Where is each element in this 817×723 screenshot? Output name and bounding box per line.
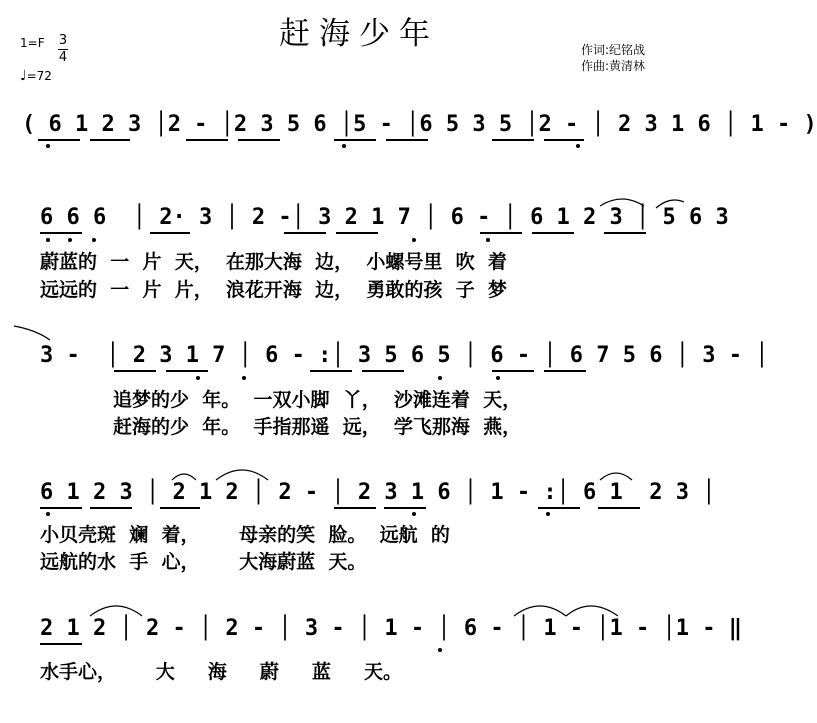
notes-row-4: 6 1 2 3 │ 2 1 2 │ 2 - │ 2 3 1 6 │ 1 - :│ 6 1 2 3 │: [40, 480, 716, 505]
octave-dots: [46, 144, 580, 652]
notes-row-3: 3 - │ 2 3 1 7 │ 6 - :│ 3 5 6 5 │ 6 - │ 6 7 5 6 │ 3 - │: [40, 343, 769, 368]
song-title: 赶海少年: [279, 16, 439, 52]
lyrics-row-2-verse-1: 蔚蓝的 一 片 天， 在那大海 边， 小螺号里 吹 着: [40, 251, 507, 273]
notes-row-5: 2 1 2 │ 2 - │ 2 - │ 3 - │ 1 - │ 6 - │ 1 - │1 - │1 - ‖: [40, 616, 742, 641]
notes-row-2: 6 6 6 │ 2· 3 │ 2 -│ 3 2 1 7 │ 6 - │ 6 1 2 3 │ 5 6 3: [40, 205, 729, 230]
tempo-value: =72: [26, 69, 52, 83]
time-sig-top: 3: [58, 33, 68, 48]
time-sig-bottom: 4: [58, 50, 68, 65]
lyrics-row-2-verse-2: 远远的 一 片 片， 浪花开海 边， 勇敢的孩 子 梦: [40, 279, 507, 301]
lyrics-row-3-verse-2: 赶海的少 年。 手指那遥 远， 学飞那海 燕，: [113, 416, 522, 438]
lyrics-row-3-verse-1: 追梦的少 年。 一双小脚 丫， 沙滩连着 天，: [113, 389, 522, 411]
composer: 作曲:黄清林: [580, 59, 645, 73]
quarter-note-icon: ♩: [20, 68, 27, 84]
lyrics-row-5-verse-1: 水手心， 大 海 蔚 蓝 天。: [40, 661, 402, 683]
key-label: 1=F: [20, 36, 45, 50]
slurs: [14, 199, 684, 616]
lyrics-row-4-verse-2: 远航的水 手 心， 大海蔚蓝 天。: [40, 551, 367, 573]
lyricist: 作词:纪铭战: [580, 43, 645, 57]
notes-row-1: ( 6 1 2 3 │2 - │2 3 5 6 │5 - │6 5 3 5 │2 - │ 2 3 1 6 │ 1 - ): [22, 112, 817, 137]
lyrics-row-4-verse-1: 小贝壳斑 斓 着， 母亲的笑 脸。 远航 的: [40, 524, 450, 546]
